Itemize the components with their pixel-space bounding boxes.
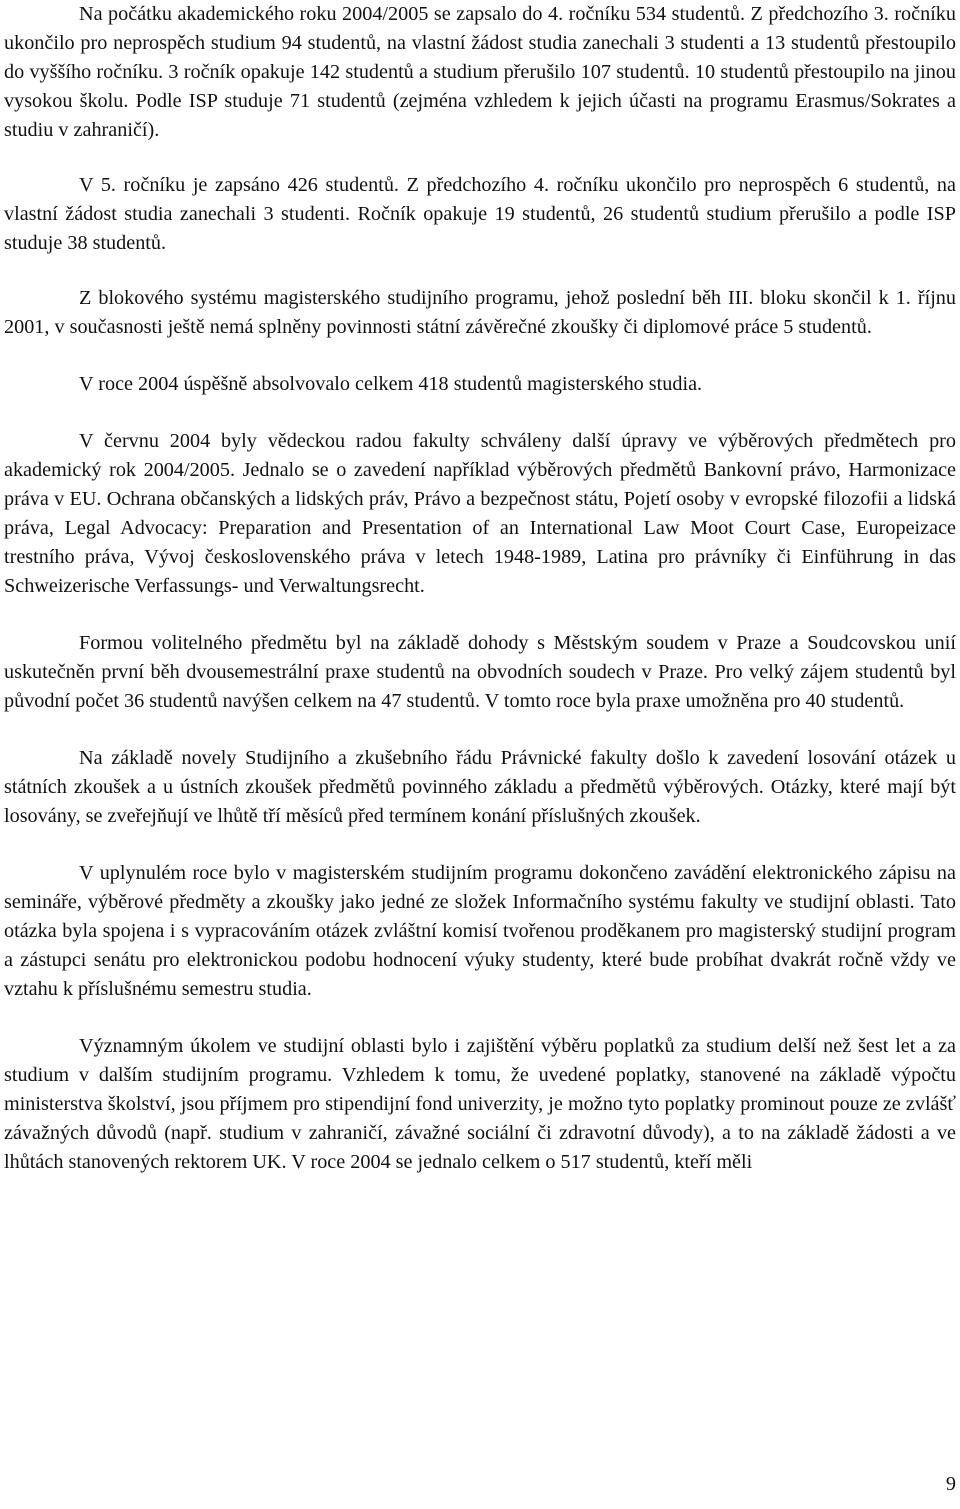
paragraph-5th-year-enrollment: V 5. ročníku je zapsáno 426 studentů. Z předchozího 4. ročníku ukončilo pro neprospěch 6 studentů, na vlastní žádost studia zanechali 3 studenti. Ročník opakuje 19 studentů, 26 studentů studium přerušilo a podle ISP studuje 38 studentů. xyxy=(4,174,956,254)
paragraph-block-system: Z blokového systému magisterského studijního programu, jehož poslední běh III. bloku skončil k 1. říjnu 2001, v současnosti ještě nemá splněny povinnosti státní závěrečné zkoušky či diplomové práce 5 studentů. xyxy=(4,287,956,338)
paragraph-4th-year-enrollment: Na počátku akademického roku 2004/2005 se zapsalo do 4. ročníku 534 studentů. Z předchozího 3. ročníku ukončilo pro neprospěch studium 94 studentů, na vlastní žádost studia zanechali 3 studenti a 13 studentů přestoupilo do vyššího ročníku. 3 ročník opakuje 142 studentů a studium přerušilo 107 studentů. 10 studentů přestoupilo na jinou vysokou školu. Podle ISP studuje 71 studentů (zejména vzhledem k jejich účasti na programu Erasmus/Sokrates a studiu v zahraničí). xyxy=(4,3,956,141)
document-page xyxy=(4,0,956,1177)
paragraph-electronic-registration: V uplynulém roce bylo v magisterském studijním programu dokončeno zavádění elektronického zápisu na semináře, výběrové předměty a zkoušky jako jedné ze složek Informačního systému fakulty ve studijní oblasti. Tato otázka byla spojena i s vypracováním otázek zvláštní komisí tvořenou proděkanem pro magisterský studijní program a zástupci senátu pro elektronickou podobu hodnocení výuky studenty, které bude probíhat dvakrát ročně vždy ve vztahu k příslušnému semestru studia. xyxy=(4,862,956,1000)
paragraph-court-practice: Formou volitelného předmětu byl na základě dohody s Městským soudem v Praze a Soudcovskou unií uskutečněn první běh dvousemestrální praxe studentů na obvodních soudech v Praze. Pro velký zájem studentů byl původní počet 36 studentů navýšen celkem na 47 studentů. V tomto roce byla praxe umožněna pro 40 studentů. xyxy=(4,632,956,712)
paragraph-graduates-2004: V roce 2004 úspěšně absolvovalo celkem 418 studentů magisterského studia. xyxy=(79,373,703,395)
paragraph-study-fees: Významným úkolem ve studijní oblasti bylo i zajištění výběru poplatků za studium delší než šest let a za studium v dalším studijním programu. Vzhledem k tomu, že uvedené poplatky, stanovené na základě výpočtu ministerstva školství, jsou příjmem pro stipendijní fond univerzity, je možno tyto poplatky prominout pouze ze zvlášť závažných důvodů (např. studium v zahraničí, závažné sociální či zdravotní důvody), a to na základě žádosti a ve lhůtách stanovených rektorem UK. V roce 2004 se jednalo celkem o 517 studentů, kteří měli xyxy=(4,1035,956,1173)
page-number: 9 xyxy=(945,1473,956,1495)
paragraph-elective-courses: V červnu 2004 byly vědeckou radou fakulty schváleny další úpravy ve výběrových předmětech pro akademický rok 2004/2005. Jednalo se o zavedení například výběrových předmětů Bankovní právo, Harmonizace práva v EU. Ochrana občanských a lidských práv, Právo a bezpečnost státu, Pojetí osoby v evropské filozofii a lidská práva, Legal Advocacy: Preparation and Presentation of an International Law Moot Court Case, Europeizace trestního práva, Vývoj československého práva v letech 1948-1989, Latina pro právníky či Einführung in das Schweizerische Verfassungs- und Verwaltungsrecht. xyxy=(4,430,956,597)
paragraph-exam-lottery: Na základě novely Studijního a zkušebního řádu Právnické fakulty došlo k zavedení losování otázek u státních zkoušek a u ústních zkoušek předmětů povinného základu a předmětů výběrových. Otázky, které mají být losovány, se zveřejňují ve lhůtě tří měsíců před termínem konání příslušných zkoušek. xyxy=(4,747,956,827)
